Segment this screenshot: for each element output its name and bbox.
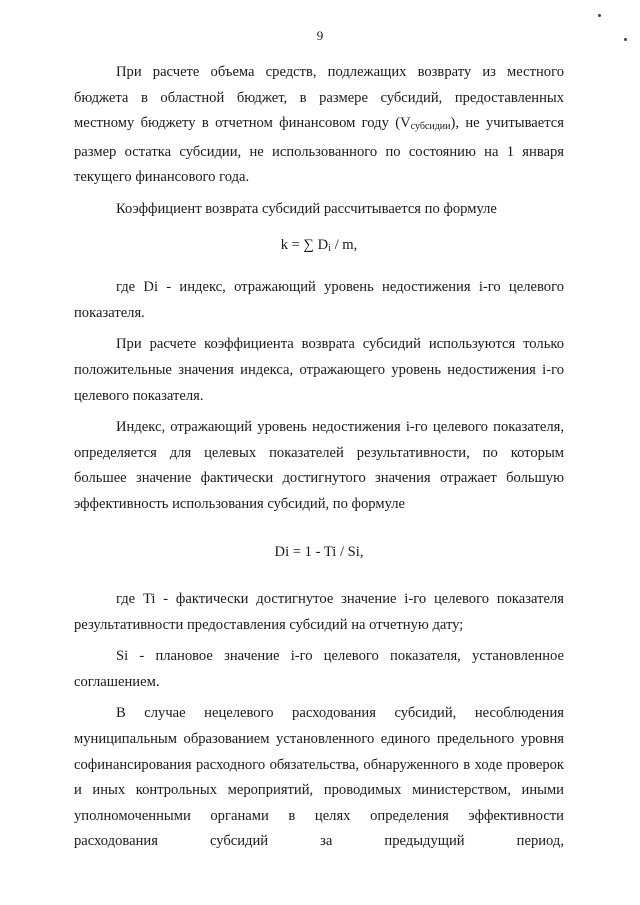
page-number: 9 — [316, 28, 324, 43]
scan-speck — [598, 14, 601, 17]
formula-k: k = ∑ $D_i$ / m, — [280, 236, 358, 254]
paragraph-4: При расчете коэффициента возврата субсидий используются только положительные значения индекса, отражающего уровень недостижения i-го целевого показателя. — [74, 336, 564, 404]
paragraph-5: Индекс, отражающий уровень недостижения i-го целевого показателя, определяется для целевых показателей результативности, по которым большее значение фактически достигнутого значения отражает большую эффективность использования субсидий, по формуле — [74, 419, 564, 512]
paragraph-2: Коэффициент возврата субсидий рассчитывается по формуле — [116, 200, 497, 217]
document-body — [74, 60, 564, 855]
paragraph-1: При расчете объема средств, подлежащих возврату из местного бюджета в областной бюджет, в размере субсидий, предоставленных местному бюджету в отчетном финансовом году $(V_{субсидии})$, не учитывается размер остатка субсидии, не использованного по состоянию на 1 января текущего финансового года. — [74, 64, 564, 186]
paragraph-8: В случае нецелевого расходования субсидий, несоблюдения муниципальным образованием установленного единого предельного уровня софинансирования расходного обязательства, обнаруженного в ходе проверок и иных контрольных мероприятий, проводимых министерством, иными уполномоченными органами в целях определения эффективности расходования субсидий за предыдущий период, — [74, 705, 564, 850]
paragraph-6: где Ti - фактически достигнутое значение i-го целевого показателя результативности предоставления субсидий на отчетную дату; — [74, 591, 564, 633]
paragraph-7: Si - плановое значение i-го целевого показателя, установленное соглашением. — [74, 648, 564, 690]
paragraph-3: где Di - индекс, отражающий уровень недостижения i-го целевого показателя. — [74, 279, 564, 321]
formula-di: Di = 1 - Ti / Si, — [274, 543, 364, 560]
